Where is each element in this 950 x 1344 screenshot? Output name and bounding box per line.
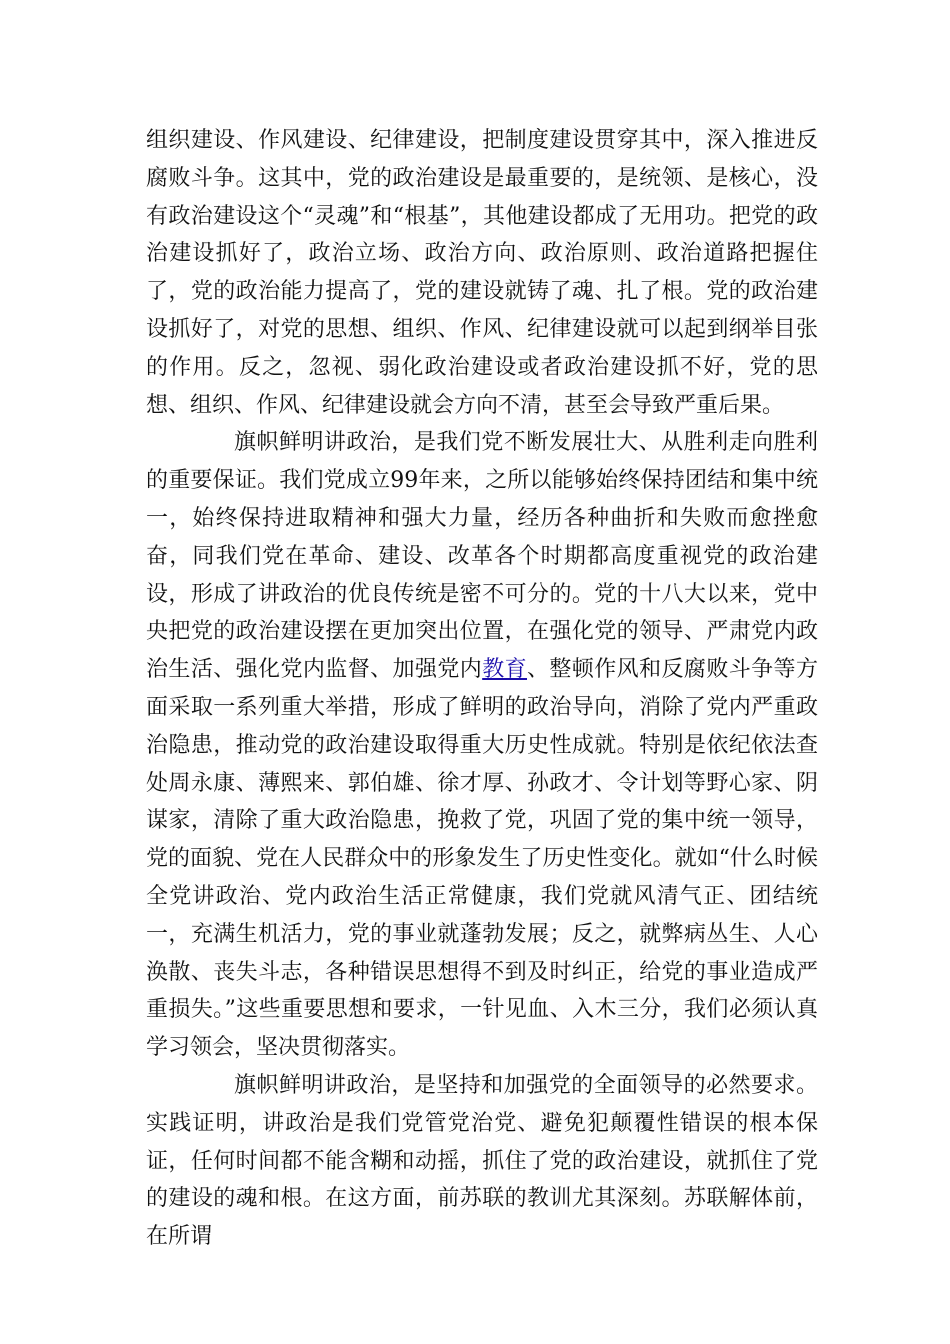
paragraph-2: [146, 424, 818, 1067]
paragraph-2-text-part-1: 旗帜鲜明讲政治，是我们党不断发展壮大、从胜利走向胜利的重要保证。我们党成立99年来，之所以能够始终保持团结和集中统一，始终保持进取精神和强大力量，经历各种曲折和失败而愈挫愈奋，同我们党在革命、建设、改革各个时期都高度重视党的政治建设，形成了讲政治的优良传统是密不可分的。党的十八大以来，党中央把党的政治建设摆在更加突出位置，在强化党的领导、严肃党内政治生活、强化党内监督、加强党内: [146, 430, 818, 683]
paragraph-2-text-part-2: 、整顿作风和反腐败斗争等方面采取一系列重大举措，形成了鲜明的政治导向，消除了党内严重政治隐患，推动党的政治建设取得重大历史性成就。特别是依纪依法查处周永康、薄熙来、郭伯雄、徐才厚、孙政才、令计划等野心家、阴谋家，清除了重大政治隐患，挽救了党，巩固了党的集中统一领导，党的面貌、党在人民群众中的形象发生了历史性变化。就如“什么时候全党讲政治、党内政治生活正常健康，我们党就风清气正、团结统一，充满生机活力，党的事业就蓬勃发展；反之，就弊病丛生、人心涣散、丧失斗志，各种错误思想得不到及时纠正，给党的事业造成严重损失。”这些重要思想和要求，一针见血、入木三分，我们必须认真学习领会，坚决贯彻落实。: [146, 657, 818, 1061]
document-body: [146, 122, 818, 1256]
education-link[interactable]: 教育: [482, 657, 528, 683]
paragraph-1: [146, 122, 818, 424]
paragraph-3-text: 旗帜鲜明讲政治，是坚持和加强党的全面领导的必然要求。实践证明，讲政治是我们党管党治党、避免犯颠覆性错误的根本保证，任何时间都不能含糊和动摇，抓住了党的政治建设，就抓住了党的建设的魂和根。在这方面，前苏联的教训尤其深刻。苏联解体前，在所谓: [146, 1072, 818, 1250]
paragraph-3: [146, 1067, 818, 1256]
paragraph-1-text: 组织建设、作风建设、纪律建设，把制度建设贯穿其中，深入推进反腐败斗争。这其中，党的政治建设是最重要的，是统领、是核心，没有政治建设这个“灵魂”和“根基”，其他建设都成了无用功。把党的政治建设抓好了，政治立场、政治方向、政治原则、政治道路把握住了，党的政治能力提高了，党的建设就铸了魂、扎了根。党的政治建设抓好了，对党的思想、组织、作风、纪律建设就可以起到纲举目张的作用。反之，忽视、弱化政治建设或者政治建设抓不好，党的思想、组织、作风、纪律建设就会方向不清，甚至会导致严重后果。: [146, 128, 818, 418]
